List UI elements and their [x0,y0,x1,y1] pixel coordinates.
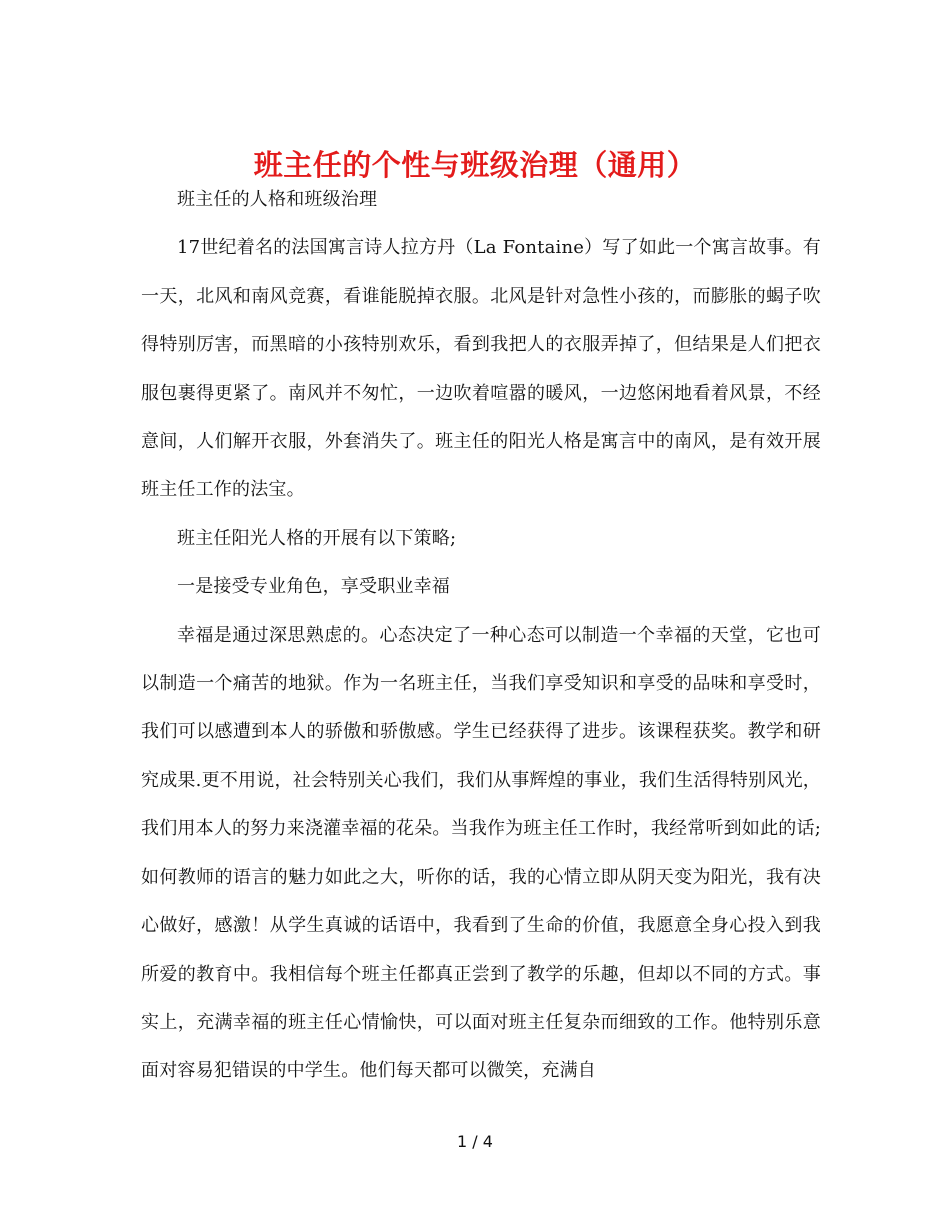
paragraph-section-heading: 班主任的人格和班级治理 [177,189,378,210]
paragraph-fable: 17世纪着名的法国寓言诗人拉方丹（La Fontaine）写了如此一个寓言故事。有一天，北风和南风竞赛，看谁能脱掉衣服。北风是针对急性小孩的，而膨胀的蝎子吹得特别厉害，而黑暗的小孩特别欢乐，看到我把人的衣服弄掉了，但结果是人们把衣服包裹得更紧了。南风并不匆忙，一边吹着喧嚣的暖风，一边悠闲地看着风景，不经意间，人们解开衣服，外套消失了。班主任的阳光人格是寓言中的南风，是有效开展班主任工作的法宝。 [141,237,821,501]
paragraph-strategy-intro: 班主任阳光人格的开展有以下策略; [177,527,457,549]
paragraph-happiness: 幸福是通过深思熟虑的。心态决定了一种心态可以制造一个幸福的天堂，它也可以制造一个痛苦的地狱。作为一名班主任，当我们享受知识和享受的品味和享受时，我们可以感遭到本人的骄傲和骄傲感。学生已经获得了进步。该课程获奖。教学和研究成果.更不用说，社会特别关心我们，我们从事辉煌的事业，我们生活得特别风光，我们用本人的努力来浇灌幸福的花朵。当我作为班主任工作时，我经常听到如此的话;如何教师的语言的魅力如此之大，听你的话，我的心情立即从阴天变为阳光，我有决心做好，感激！从学生真诚的话语中，我看到了生命的价值，我愿意全身心投入到我所爱的教育中。我相信每个班主任都真正尝到了教学的乐趣，但却以不同的方式。事实上，充满幸福的班主任心情愉快，可以面对班主任复杂而细致的工作。他特别乐意面对容易犯错误的中学生。他们每天都可以微笑，充满自 [141,624,821,1082]
document-title: 班主任的个性与班级治理（通用） [253,148,697,183]
paragraph-strategy-one: 一是接受专业角色，享受职业幸福 [177,576,450,598]
page-number: 1 / 4 [457,1132,493,1151]
document-body [141,176,821,1096]
